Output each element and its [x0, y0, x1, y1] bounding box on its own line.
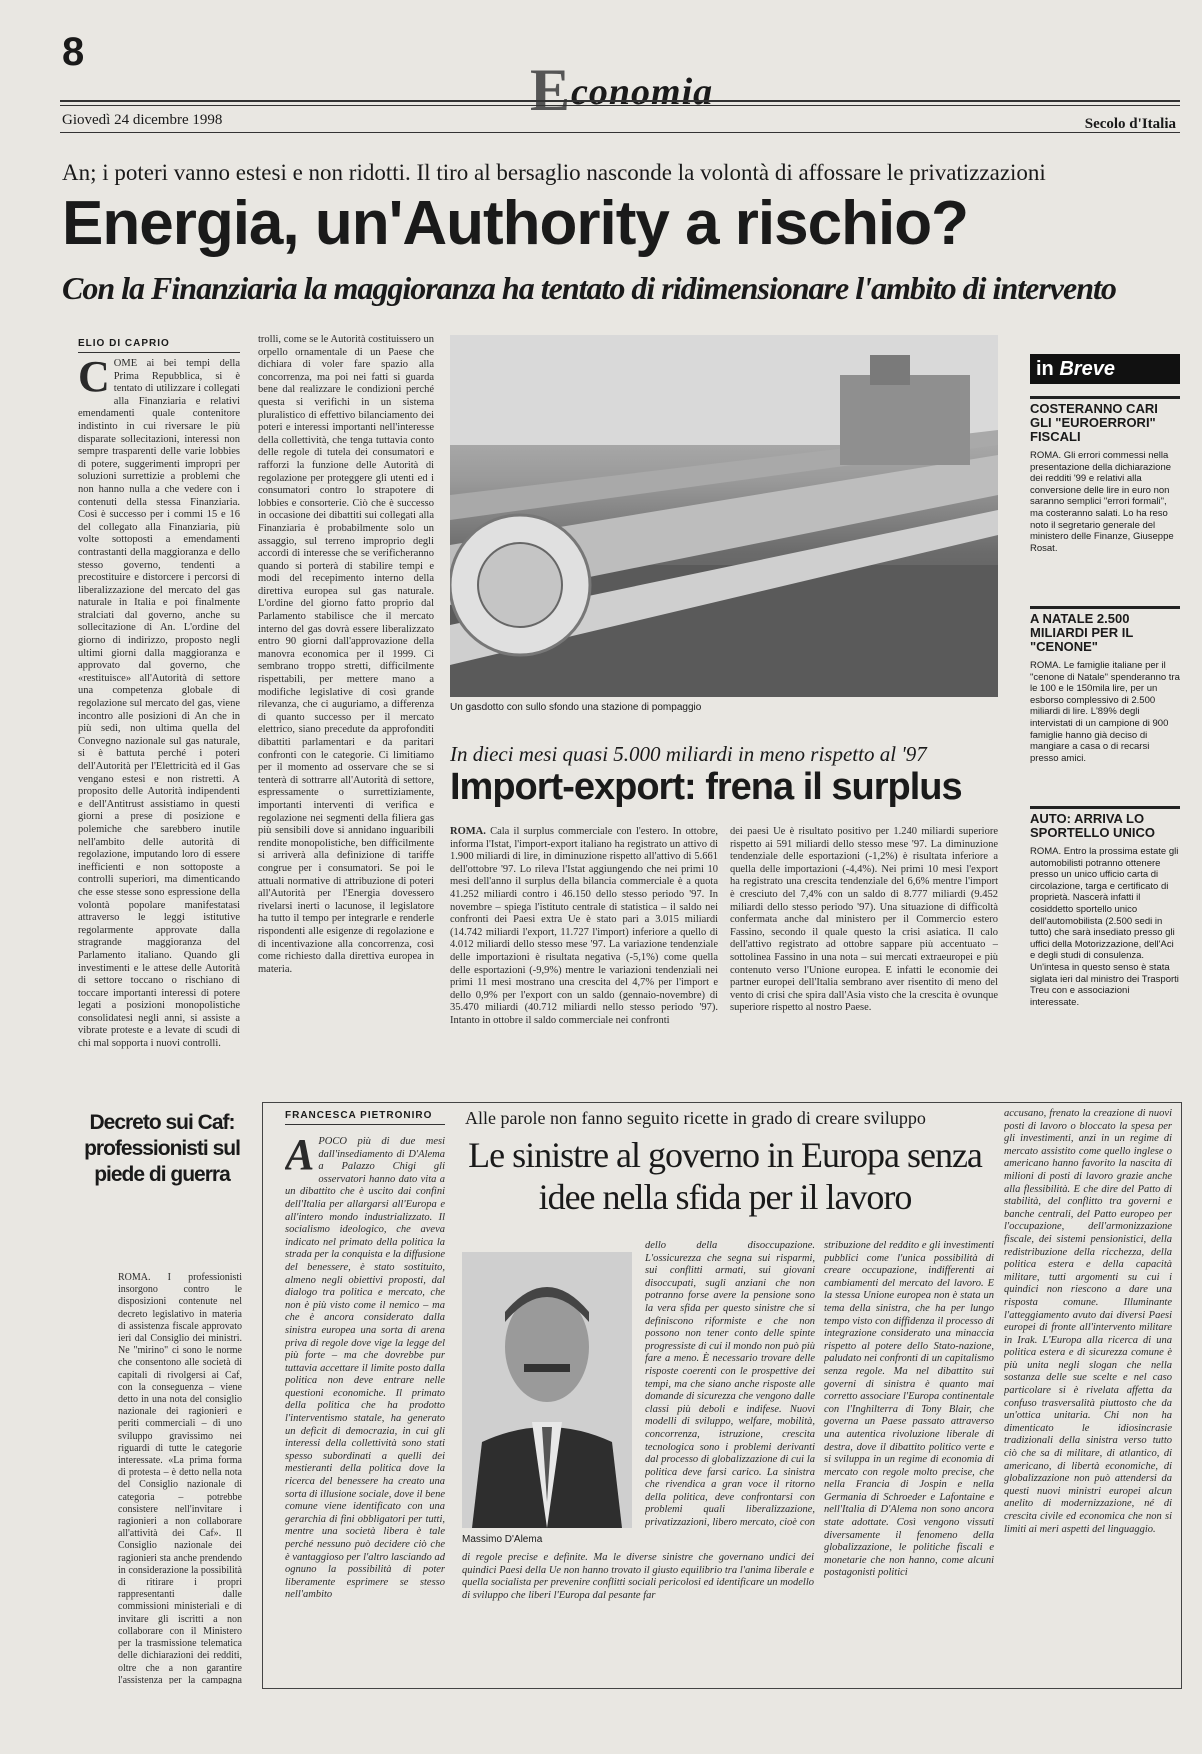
brief-item-3	[1030, 806, 1180, 1062]
sinistre-col-2-top: dello della disoccupazione. L'ossicurezza che segna sui risparmi, sui conflitti armati, sui giovani disoccupati, sugli anziani che non potranno forse avere la pensione sono la vera sfida per questo sinistre che si definiscono riformiste e che non possono non tener conto delle spinte progressiste di cui il mondo non può più fare a meno. È necessario trovare delle risposte coerenti con le prospettive dei tempi, ma che siano anche risposte alle domande di sicurezza che vengono dalle classi più deboli e indifese. Nuovi modelli di sviluppo, welfare, mobilità, concorrenza, istruzione, crescita tecnologica sono i problemi derivanti dal processo di globalizzazione di cui la politica deve farsi carico. La sinistra che rivendica a gran voce il ritorno della politica, deve confrontarsi con problemi quali liberalizzazione, privatizzazioni, libero mercato, cioè con	[645, 1240, 815, 1529]
import-kicker: In dieci mesi quasi 5.000 miliardi in meno rispetto al '97	[450, 742, 927, 766]
sinistre-col-2-bottom: di regole precise e definite. Ma le diverse sinistre che governano undici dei quindici Paesi della Ue non hanno trovato il giusto equilibrio tra l'anima liberale e quella socialista per prevenire conflitti sociali pericolosi ed identificare un modello di sviluppo che liberi l'Europa dal pesante far	[462, 1552, 814, 1601]
section-title	[530, 56, 713, 125]
pipeline-illustration	[450, 335, 998, 697]
brief-item-3-title: AUTO: ARRIVA LO SPORTELLO UNICO	[1030, 806, 1180, 840]
sinistre-col-1	[285, 1136, 445, 1682]
page-number: 8	[62, 30, 85, 74]
date-rule	[60, 132, 1180, 133]
brief-item-2	[1030, 606, 1180, 805]
pipeline-photo	[450, 335, 998, 697]
sinistre-headline: Le sinistre al governo in Europa senza idee nella sfida per il lavoro	[468, 1135, 982, 1217]
import-col-2	[730, 826, 998, 1068]
brief-item-1-text: ROMA. Gli errori commessi nella presentazione della dichiarazione dei redditi '99 e relativi alla conversione delle lire in euro non saranno semplici "errori formali", ma costeranno salati. Lo ha reso noto il segretario generale del ministero delle Finanze, Giuseppe Rosat.	[1030, 450, 1174, 554]
sinistre-byline: FRANCESCA PIETRONIRO	[285, 1110, 445, 1125]
main-kicker: An; i poteri vanno estesi e non ridotti. Il tiro al bersaglio nasconde la volontà di affossare le privatizzazioni	[62, 160, 1046, 185]
brief-item-2-title: A NATALE 2.500 MILIARDI PER IL "CENONE"	[1030, 606, 1180, 654]
dalema-caption: Massimo D'Alema	[462, 1534, 543, 1545]
import-headline: Import-export: frena il surplus	[450, 766, 962, 808]
header-rule	[60, 100, 1180, 106]
brief-item-1	[1030, 396, 1180, 600]
section-initial: E	[530, 57, 572, 123]
brief-item-1-title: COSTERANNO CARI GLI "EUROERRORI" FISCALI	[1030, 396, 1180, 444]
main-col-2	[258, 334, 434, 1070]
in-breve-logo	[1030, 354, 1180, 384]
pipeline-caption: Un gasdotto con sullo sfondo una stazione di pompaggio	[450, 702, 702, 713]
main-col-2-text: trolli, come se le Autorità costituissero un orpello ornamentale di un Paese che dichiara di voler fare spazio alla concorrenza, ma poi nei fatti si guarda bene dal realizzare le condizioni perché questa si verifichi in un sistema pluralistico di effettivo bilanciamento dei poteri e interessi importanti nell'interesse della collettività, che tenga tuttavia conto delle regole di tutela dei consumatori e rafforzi la funzione delle Autorità di regolazione per proteggere gli utenti ed i consumatori contro lo strapotere di lobbies e consorterie. Ciò che è successo in occasione dei dibattiti sui collegati alla Finanziaria è probabilmente solo un assaggio, sul terreno improprio degli accordi di interesse che se verificheranno quando si porterà di stabilire tempi e modi del recepimento interno della direttiva europea sul gas naturale. L'ordine del giorno fatto proprio dal Parlamento stabilisce che il mercato interno del gas dovrà essere liberalizzato entro 90 giorni dall'approvazione della manovra economica per il 1999. Ci sembrano troppo stretti, difficilmente rispettabili, per mettere mano a modifiche legislative di così grande rilevanza, che ci auguriamo, a differenza di quanto successo per il mercato elettrico, siano precedute da approfonditi dibattiti parlamentari e da paritari confronti con le categorie. Ci limitiamo per il momento ad osservare che se si tenterà di sottrarre all'Autorità di settore, espressamente o surrettiziamente, importanti interventi di verifica e regolazione nei segmenti della filiera gas più sensibili dove si annidano inguaribili rendite monopolistiche, ben difficilmente si arriverà alla definizione di tariffe congrue per i consumatori. Se poi le attuali normative di attribuzione di poteri all'Autorità per l'Energia dovessero rivelarsi inerti o lacunose, il legislatore ha tutto il tempo per integrarle e renderle rispondenti alle esigenze di regolazione e di incentivazione alla concorrenza, così come richiesto dalla direttiva europea in materia.	[258, 334, 434, 975]
caf-headline: Decreto sui Caf: professionisti sul piede di guerra	[84, 1111, 240, 1186]
sinistre-kicker: Alle parole non fanno seguito ricette in grado di creare sviluppo	[465, 1108, 926, 1128]
sinistre-drop-cap: A	[285, 1136, 315, 1179]
dalema-photo	[462, 1252, 632, 1528]
brief-item-2-text: ROMA. Le famiglie italiane per il "cenone di Natale" spenderanno tra le 100 e le 150mila lire, per un esborso complessivo di 2.500 miliardi di lire. L'89% degli intervistati di un campione di 900 famiglie hanno già deciso di mangiare a casa o di recarsi presso amici.	[1030, 660, 1180, 764]
import-col-2-text: dei paesi Ue è risultato positivo per 1.240 miliardi superiore rispetto ai 591 miliardi dello stesso mese '97. La diminuzione tendenziale delle esportazioni (-1,2%) è risultata inferiore a quella delle importazioni (-4,4%). Nei primi 10 mesi l'export ha registrato una crescita tendenziale del 6,6% mentre l'import è cresciuto del 7,4% con un saldo di 8.777 miliardi (9.452 miliardi dello stesso periodo '97). Una situazione di difficoltà confermata anche dal ministero per il Commercio estero Fassino, secondo il quale questo la crisi asiatica. Il calo dell'attivo registrato ad ottobre sappare più accentuato – sottolinea Fassino in una nota – sui mercati extraeuropei e più contenuto verso l'Unione europea. E infatti le economie dei partner europei dell'Italia sembrano aver risentito di meno del vento di crisi che spira dall'Asia visto che la crescita è ovunque superiore rispetto al nostro Paese.	[730, 826, 998, 1014]
sinistre-col-1-text: POCO più di due mesi dall'insediamento di D'Alema a Palazzo Chigi gli osservatori hanno dato vita a un dibattito che è uscito dai confini dell'Italia per allargarsi all'Europa e all'intero mondo industrializzato. Il socialismo ideologico, che aveva indicato nel primato della politica la strada per la conquista e la diffusione del benessere, è stato sostituito, almeno negli obiettivi proposti, dal dialogo tra politica e mercato, che non è più visto come il nemico – ma che è ancora considerato dalla sinistra europea una sorta di arena priva di regole dove vige la legge del più forte – ma che dovrebbe pur tuttavia accettare il limite posto dalla politica non deve entrare nelle questioni economiche. Il primato della politica che ha prodotto l'interventismo statale, ha generato un deficit di democrazia, in cui gli interessi della collettività sono stati spesso subordinati a quelli dei mestieranti della politica dove la ricerca del benessere ha creato una sorta di illusione sociale, dove il bene comune viene identificato con una gerarchia di fini obbligatori per tutti, mentre una società libera è tale perché nessuno può decidere ciò che è vantaggioso per l'altro lasciando ad ognuno la possibilità di poter liberamente esprimere se stesso nell'ambito	[285, 1136, 445, 1601]
issue-date: Giovedì 24 dicembre 1998	[62, 112, 223, 128]
main-col-1-text: OME ai bei tempi della Prima Repubblica, si è tentato di utilizzare i collegati alla Finanziaria e relativi emendamenti quale contenitore indistinto in cui riversare le più disparate sollecitazioni, interessi non sempre trasparenti delle varie lobbies di potere, suggerimenti impropri per soluzioni surrettizie a problemi che non hanno nulla a che vedere con i contenuti della stessa Finanziaria. Così è successo per i commi 15 e 16 del collegato alla Finanziaria, più volte sottoposti a emendamenti contrastanti della maggioranza e dello stesso governo, tendenti a precostituire e distorcere i percorsi di liberalizzazione del mercato del gas naturale in Italia e poi finalmente stralciati dal governo, anche su sollecitazione di An. L'ordine del giorno di indirizzo, proposto negli ultimi giorni dalla maggioranza e approvato dal governo, che «restituisce» all'Autorità di settore una competenza globale di regolazione sul mercato del gas, viene incontro alle posizioni di An che in più sedi, non ultima quella del Convegno nazionale sul gas naturale, si è battuta perché i poteri dell'Autorità per l'Elettricità ed il Gas vengano estesi e non ristretti. A proposito delle Autorità indipendenti e dell'Antitrust assistiamo in questi giorni a prese di posizione e polemiche che sarebbero inutile nell'ambito delle autorità di regolazione, imputando loro di essere inefficienti e non sottoposte a controlli superiori, ma dimenticando che esse stesse sono espressione della volontà popolare manifestatasi attraverso le leggi istitutive regolarmente approvate dalla stragrande maggioranza del Parlamento italiano. Quando gli investimenti e le attese delle Autorità di settore toccano o rischiano di toccare importanti interessi di potere legati a posizioni monopolistiche consolidatesi negli anni, si assiste a vibrate proteste e a levate di scudi di chi mal sopporta i nuovi controlli.	[78, 358, 240, 1050]
main-subhead: Con la Finanziaria la maggioranza ha tentato di ridimensionare l'ambito di intervento	[62, 270, 1116, 306]
portrait-illustration	[462, 1252, 632, 1528]
import-col-1	[450, 826, 718, 1068]
sinistre-col-4: accusano, frenato la creazione di nuovi posti di lavoro o bloccato la spesa per gli investimenti, anzi in un regime di mercato assistito come quello inglese o americano hanno favorito la nascita di milioni di posti di lavoro grazie anche alla flessibilità. E che dire del Patto di stabilità, del conflitto tra governi e banche centrali, del Patto europeo per l'occupazione, dell'armonizzazione fiscale, dei sistemi pensionistici, della redistribuzione della ricchezza, della politica estera e della capacità militare, tutti argomenti su cui i quindici non riescono a dare una risposta comune. Illuminante l'atteggiamento avuto dai diversi Paesi europei di fronte all'intervento militare in Irak. L'Europa alla ricerca di una politica estera e di sicurezza comune è più unita negli slogan che nella sostanza delle sue scelte e nel caso particolare si è rivelata affetta da confuso trasversalità piuttosto che da un'ottica unitaria. Chi non ha dimenticato le idiosincrasie tradizionali della sinistra verso tutto ciò che sa di militare, di atlantico, di americano, di libertà economiche, di globalizzazione non può attendersi da questi nuovi ministri europei alcun anelito di modernizzazione, né di crescita civile ed economica che non si limiti ai meri aspetti del linguaggio.	[1004, 1108, 1172, 1535]
sinistre-col-3: stribuzione del reddito e gli investimenti pubblici come l'unica possibilità di creare occupazione, indifferenti ai cambiamenti del mercato del lavoro. E la stessa Unione europea non è stata un tema della sinistra, che ha per lungo tempo visto con diffidenza il processo di integrazione considerato una minaccia rispetto al potere dello Stato-nazione, paludato nei confronti di un capitalismo senza regole. Ma nel dibattito sui governi di sinistra è quanto mai corretto associare l'Europa continentale con l'Inghilterra di Tony Blair, che governa un Paese passato attraverso una autentica rivoluzione liberale di destra, dove il dibattito politico verte e si sviluppa in un regime di economia di mercato con regole molto precise, che nella Francia di Jospin e nella Germania di Schroeder e Lafontaine e nell'Italia di D'Alema non sono ancora state adottate. Così vengono vissuti diversamente il fenomeno della globalizzazione, le politiche fiscali e monetarie che non hanno, come alcuni postagonisti politici	[824, 1240, 994, 1579]
sinistre-byline-wrap	[285, 1110, 445, 1125]
import-dateline: ROMA.	[450, 826, 486, 837]
in-breve-in: in	[1036, 358, 1054, 380]
masthead: Secolo d'Italia	[1084, 116, 1176, 132]
caf-text: ROMA. I professionisti insorgono contro le disposizioni contenute nel decreto legislativo in materia di assistenza fiscale approvato ieri dal Consiglio dei ministri. Ne "mirino" ci sono le norme che consentono alle società di capitali di rivolgersi ai Caf, con la conseguenza – viene detto in una nota del consiglio nazionale dei ragionieri e periti commerciali – di uno sviluppo gravissimo nei riguardi di tutte le categorie interessate. «La prima forma di protesta – è detto nella nota del Consiglio nazionale di categoria – potrebbe consistere nell'invitare i ragionieri a non collaborare all'attività dei Caf». Il Consiglio nazionale dei ragionieri sta anche prendendo in considerazione la possibilità di ritirare i propri rappresentanti dalle commissioni ministeriali e di invitare gli iscritti a non collaborare con il Ministero per la trasmissione telematica delle dichiarazioni dei redditi, oltre che a non garantire l'assistenza per la campagna	[118, 1272, 242, 1684]
main-byline: ELIO DI CAPRIO	[78, 338, 240, 353]
main-col-1	[78, 358, 240, 1070]
section-name: conomia	[571, 71, 714, 113]
import-col-1-text: Cala il surplus commerciale con l'estero. In ottobre, informa l'Istat, l'import-export italiano ha registrato un attivo di 1.900 miliardi di lire, in diminuzione rispetto all'attivo di 5.661 dell'ottobre '97. Lo rileva l'Istat aggiungendo che nei primi 10 mesi dell'anno il surplus della bilancia commerciale è a quota 41.252 miliardi contro i 46.150 dello stesso periodo '97. In novembre – spiega l'istituto centrale di statistica – il saldo nei confronti dei Paesi extra Ue è stato pari a 3.015 miliardi (14.742 miliardi l'export, 11.727 l'import) inferiore a quello di 4.012 miliardi dello stesso mese '97. La variazione tendenziale delle importazioni è risultata negativa (-5,1%) come quella delle esportazioni (-9,9%) mentre le variazioni tendenziali nei primi 11 mesi mostrano una crescita del 4,7% per l'import e dello 0,9% per l'export con un saldo (gennaio-novembre) di 35.470 miliardi (40.712 miliardi nello stesso periodo '97). Intanto in ottobre il saldo commerciale nei confronti	[450, 826, 718, 1026]
main-headline: Energia, un'Authority a rischio?	[62, 189, 968, 258]
in-breve-text: Breve	[1059, 358, 1115, 380]
main-drop-cap: C	[78, 358, 110, 401]
main-byline-wrap	[78, 338, 240, 353]
brief-item-3-text: ROMA. Entro la prossima estate gli automobilisti potranno ottenere presso un unico ufficio carta di circolazione, targa e certificato di proprietà. Nascerà infatti il cosiddetto sportello unico dell'automobilista (2.500 sedi in tutto) che sarà insediato presso gli uffici della Motorizzazione, dell'Aci e degli studi di consulenza. Un'intesa in questo senso è stata siglata ieri dal ministro dei Trasporti Treu con e associazioni interessate.	[1030, 846, 1179, 1008]
